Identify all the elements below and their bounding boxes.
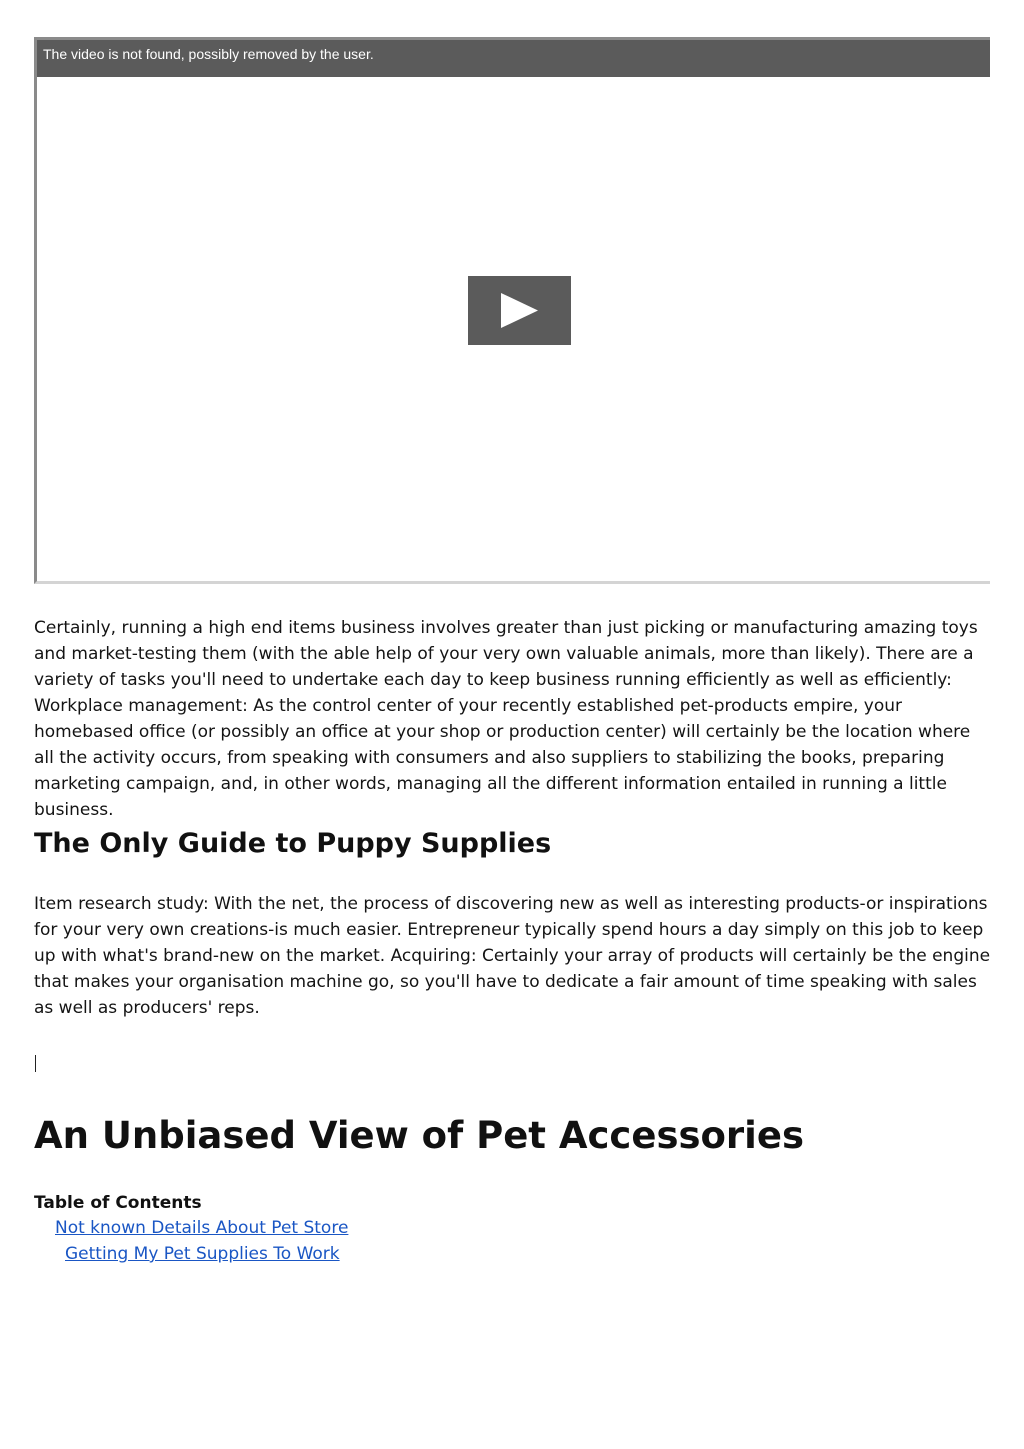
video-player[interactable] <box>34 37 990 584</box>
play-icon <box>501 293 538 328</box>
video-error-message: The video is not found, possibly removed by the user. <box>37 40 990 77</box>
section-heading-puppy-supplies: The Only Guide to Puppy Supplies <box>34 828 552 859</box>
paragraph-item-research: Item research study: With the net, the process of discovering new as well as interesting products-or inspirations for your very own creations-is much easier. Entrepreneur typically spend hours a day simply on this job to keep up with what's brand-new on the market. Acquiring: Certainly your array of products will certainly be the engine that makes your organisation machine go, so you'll have to dedicate a fair amount of time speaking with sales as well as producers' reps. <box>34 894 991 1018</box>
play-button[interactable] <box>468 276 571 345</box>
page-heading-pet-accessories: An Unbiased View of Pet Accessories <box>34 1114 804 1157</box>
toc-link-pet-store[interactable]: Not known Details About Pet Store <box>55 1218 349 1238</box>
toc-title: Table of Contents <box>34 1193 202 1213</box>
toc-link-pet-supplies[interactable]: Getting My Pet Supplies To Work <box>65 1244 340 1264</box>
paragraph-intro: Certainly, running a high end items business involves greater than just picking or manufacturing amazing toys and market-testing them (with the able help of your very own valuable animals, more than likely). There are a variety of tasks you'll need to undertake each day to keep business running efficiently as well as efficiently: Workplace management: As the control center of your recently established pet-products empire, your homebased office (or possibly an office at your shop or production center) will certainly be the location where all the activity occurs, from speaking with consumers and also suppliers to stabilizing the books, preparing marketing campaign, and, in other words, managing all the different information entailed in running a little business. <box>34 618 978 820</box>
text-cursor <box>35 1055 36 1072</box>
